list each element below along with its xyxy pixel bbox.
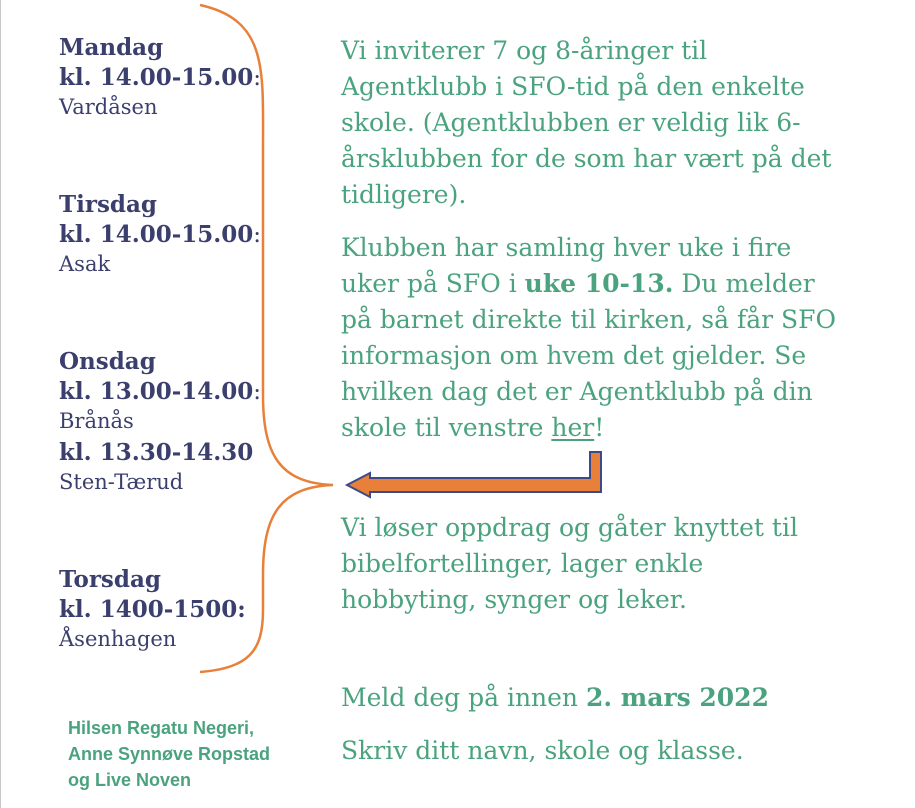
deadline-date: 2. mars 2022 (585, 683, 769, 712)
signature (68, 715, 270, 793)
day-label: Torsdag (59, 566, 161, 593)
left-arrow-icon (347, 452, 601, 497)
time-range: kl. 13.00-14.00: (59, 378, 262, 405)
here-link[interactable]: her (551, 413, 595, 442)
day-label: Onsdag (59, 348, 156, 375)
school-name: Åsenhagen (59, 627, 177, 651)
school-name: Brånås (59, 409, 134, 433)
signature-line: Hilsen Regatu Negeri, (68, 718, 255, 738)
schedule-tuesday (59, 190, 299, 278)
signup-instruction: Skriv ditt navn, skole og klasse. (341, 736, 744, 765)
info-paragraph: Klubben har samling hver uke i fire uker på SFO i uke 10-13. Du melder på barnet direkte til kirken, så får SFO informasjon om hvem det gjelder. Se hvilken dag det er Agentklubb på din skole til venstre her! (341, 233, 837, 442)
signature-line: Anne Synnøve Ropstad (68, 744, 271, 764)
signature-line: og Live Noven (68, 770, 192, 790)
activities-paragraph: Vi løser oppdrag og gåter knyttet til bibelfortellinger, lager enkle hobbyting, synger og leker. (341, 513, 798, 614)
time-range-2: kl. 13.30-14.30 (59, 439, 254, 466)
schedule-wednesday (59, 347, 299, 496)
intro-paragraph: Vi inviterer 7 og 8-åringer til Agentklubb i SFO-tid på den enkelte skole. (Agentklubben er veldig lik 6-årsklubben for de som har vært på det tidligere). (341, 36, 832, 209)
day-label: Tirsdag (59, 191, 157, 218)
school-name: Vardåsen (59, 95, 158, 119)
school-name: Asak (59, 252, 111, 276)
time-range: kl. 14.00-15.00: (59, 64, 262, 91)
week-range: uke 10-13. (524, 269, 674, 298)
time-range: kl. 1400-1500: (59, 596, 246, 623)
time-range: kl. 14.00-15.00: (59, 221, 262, 248)
signup-deadline: Meld deg på innen 2. mars 2022 (341, 683, 769, 712)
school-name-2: Sten-Tærud (59, 470, 184, 494)
schedule-thursday (59, 565, 299, 653)
schedule-monday (59, 33, 299, 121)
day-label: Mandag (59, 34, 164, 61)
